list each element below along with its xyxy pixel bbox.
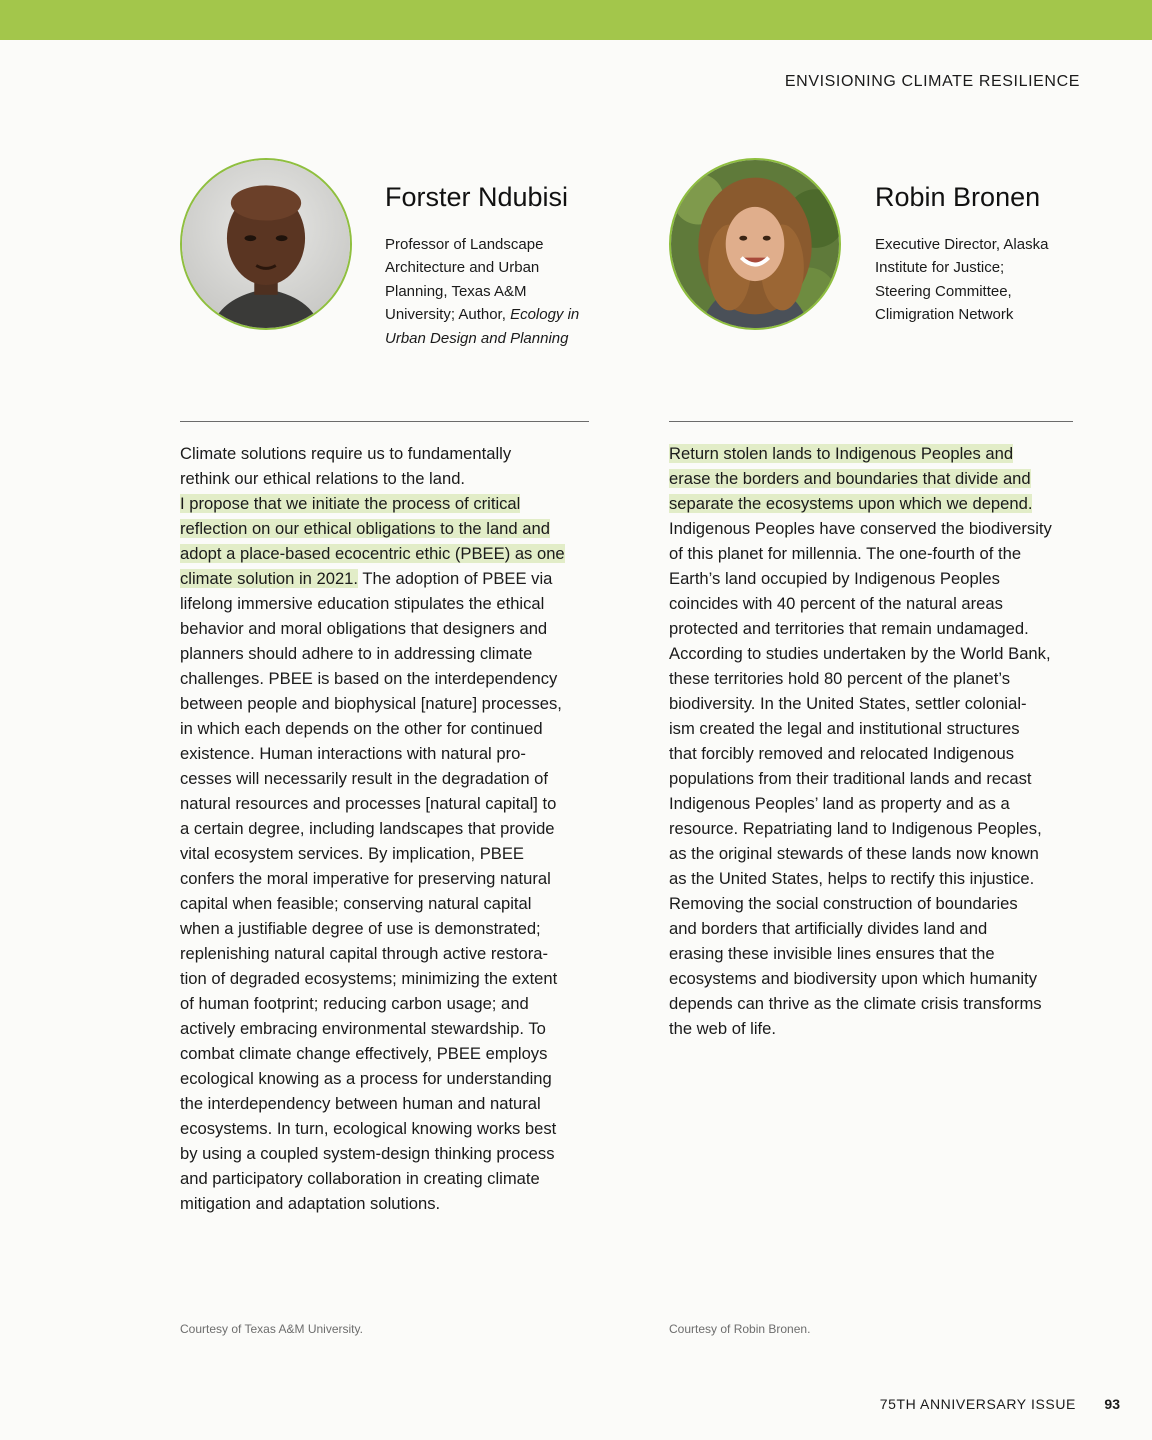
photo-credit: Courtesy of Robin Bronen. — [669, 1322, 811, 1336]
portrait-photo-icon — [182, 160, 350, 328]
essay-body-bronen: Return stolen lands to Indigenous Peoples and erase the borders and boundaries that divide and separate the ecosystems upon which we depend. Indigenous Peoples have conserved the biodiversity of this planet for millennia. The one-fourth of the Earth’s land occupied by Indigenous Peoples coincides with 40 percent of the natural areas protected and territories that remain undamaged. According to studies undertaken by the World Bank, these territories hold 80 percent of the planet’s biodiversity. In the United States, settler colonial- ism created the legal and institutional structures that forcibly removed and relocated Indigenous populations from their traditional lands and recast Indigenous Peoples’ land as property and as a resource. Repatriating land to Indigenous Peoples, as the original stewards of these lands now known as the United States, helps to rectify this injustice. Removing the social construction of boundaries and borders that artificially divides land and erasing these invisible lines ensures that the ecosystems and biodiversity upon which humanity depends can thrive as the climate crisis transforms the web of life. — [669, 444, 1052, 1038]
portrait-robin-bronen — [669, 158, 841, 330]
divider-rule — [180, 421, 589, 422]
page-number: 93 — [1104, 1396, 1120, 1412]
highlighted-quote: I propose that we initiate the process of critical reflection on our ethical obligations to the land and adopt a place-based ecocentric ethic (PBEE) as one climate solution in 2021. — [180, 494, 565, 588]
photo-credit: Courtesy of Texas A&M University. — [180, 1322, 363, 1336]
contributor-name: Forster Ndubisi — [385, 182, 569, 212]
top-accent-bar — [0, 0, 1152, 40]
contributor-role: Professor of Landscape Architecture and Urban Planning, Texas A&M University; Author, Ecology in Urban Design and Planning — [385, 236, 580, 347]
contributor-role: Executive Director, Alaska Institute for Justice; Steering Committee, Climigration Network — [875, 236, 1049, 324]
contributor-name: Robin Bronen — [875, 182, 1041, 212]
portrait-forster-ndubisi — [180, 158, 352, 330]
divider-rule — [669, 421, 1073, 422]
highlighted-quote: Return stolen lands to Indigenous Peoples and erase the borders and boundaries that divide and separate the ecosystems upon which we depend. — [669, 444, 1033, 513]
portrait-photo-icon — [671, 160, 839, 328]
issue-label: 75TH ANNIVERSARY ISSUE — [879, 1396, 1076, 1412]
running-head: ENVISIONING CLIMATE RESILIENCE — [784, 73, 1080, 90]
essay-body-ndubisi: Climate solutions require us to fundamentally rethink our ethical relations to the land. I propose that we initiate the process of critical reflection on our ethical obligations to the land and adopt a place-based ecocentric ethic (PBEE) as one climate solution in 2021. The adoption of PBEE via lifelong immersive education stipulates the ethical behavior and moral obligations that designers and planners should adhere to in addressing climate challenges. PBEE is based on the interdependency between people and biophysical [nature] processes, in which each depends on the other for continued existence. Human interactions with natural pro- cesses will necessarily result in the degradation of natural resources and processes [natural capital] to a certain degree, including landscapes that provide vital ecosystem services. By implication, PBEE confers the moral imperative for preserving natural capital when feasible; conserving natural capital when a justifiable degree of use is demonstrated; replenishing natural capital through active restora- tion of degraded ecosystems; minimizing the extent of human footprint; reducing carbon usage; and actively embracing environmental stewardship. To combat climate change effectively, PBEE employs ecological knowing as a process for understanding the interdependency between human and natural ecosystems. In turn, ecological knowing works best by using a coupled system-design thinking process and participatory collaboration in creating climate mitigation and adaptation solutions. — [180, 444, 565, 1213]
